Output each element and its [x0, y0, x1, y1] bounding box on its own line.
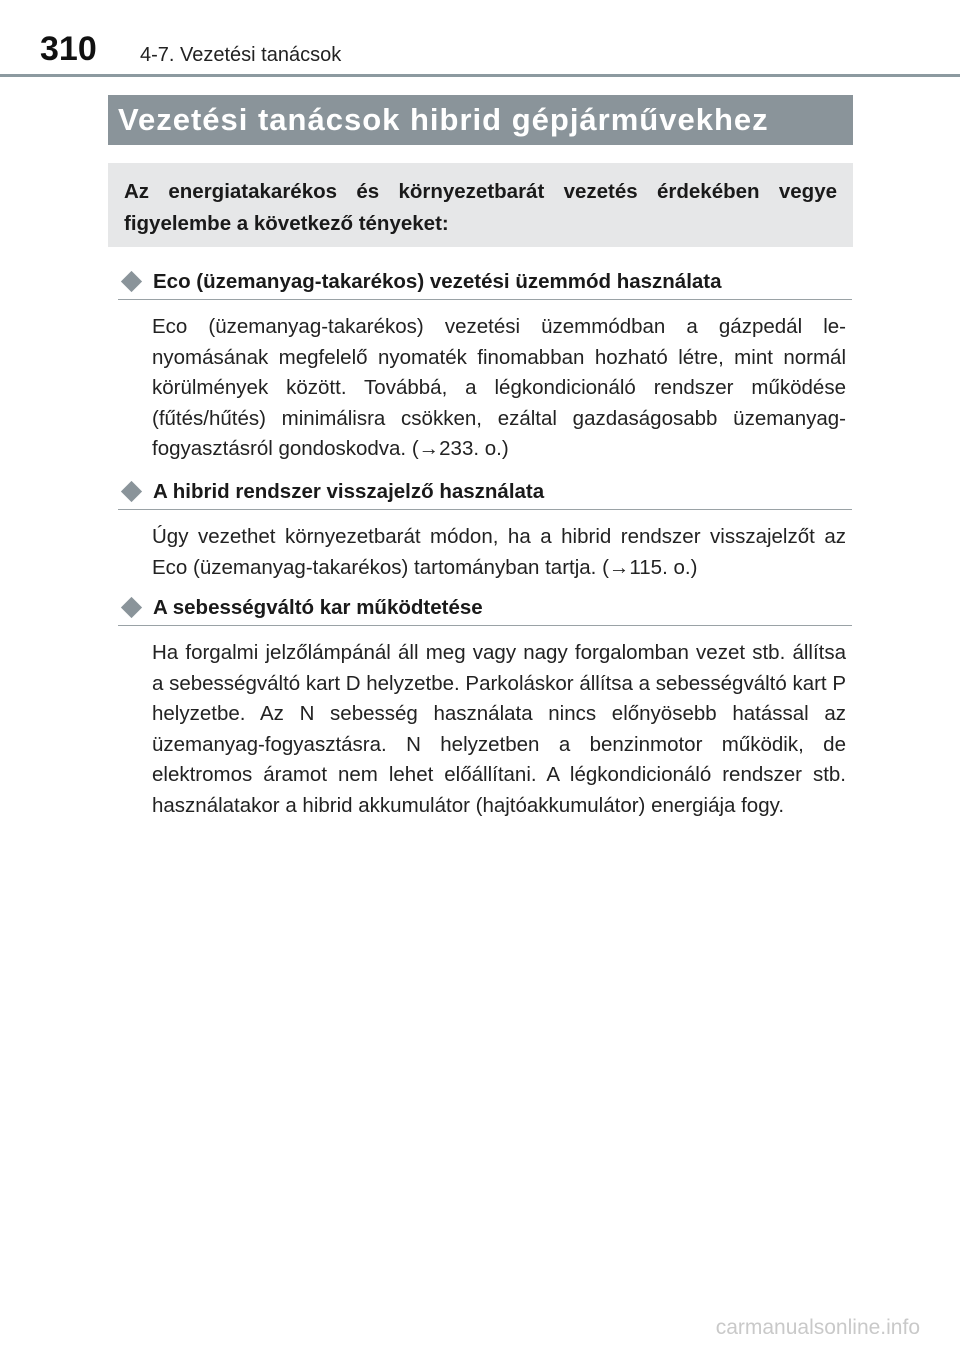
- section-paragraph: Úgy vezethet környezetbarát módon, ha a hibrid rendszer visszajelzőt az Eco (üzemanyag-takarékos) tartományban tartja. (→115. o.): [152, 525, 846, 579]
- diamond-bullet-icon: [121, 271, 142, 292]
- section-hybrid-indicator: [118, 474, 852, 583]
- intro-text: Az energiatakarékos és környezetbarát vezetés érdekében vegye figyelembe a következő tényeket:: [124, 180, 837, 235]
- section-heading: [118, 264, 852, 300]
- watermark: carmanualsonline.info: [715, 1316, 920, 1339]
- section-heading-label: A hibrid rendszer visszajelző használata: [153, 479, 545, 503]
- section-paragraph: Ha forgalmi jelzőlámpánál áll meg vagy nagy forgalomban vezet stb. állítsa a sebességváltó kart D helyzetbe. Parkoláskor állítsa a sebességváltó kart P helyzetbe. Az N sebesség használata nincs előnyösebb hatással az üzemanyag-fogyasztásra. N helyzetben a benzinmotor működik, de elektromos áramot nem lehet előállítani. A légkondicionáló rendszer stb. használatakor a hibrid akkumulátor (hajtóakkumulátor) energiája fogy.: [152, 641, 846, 817]
- section-heading-label: Eco (üzemanyag-takarékos) vezetési üzemmód használata: [153, 269, 722, 293]
- section-eco-mode: [118, 264, 852, 465]
- header-divider: [0, 74, 960, 77]
- section-shift-lever: [118, 590, 852, 821]
- section-paragraph: Eco (üzemanyag-takarékos) vezetési üzemmódban a gázpedál lenyomásának megfelelő nyomaték finomabban hozható létre, mint normál körülmények között. Továbbá, a légkondicionáló rendszer működése (fűtés/hűtés) minimálisra csökken, ezáltal gazdaságosabb üzemanyag-fogyasztásról gondoskodva. (→233. o.): [152, 315, 846, 460]
- chapter-title: 4-7. Vezetési tanácsok: [140, 44, 342, 66]
- section-heading: [118, 474, 852, 510]
- section-heading: [118, 590, 852, 626]
- diamond-bullet-icon: [121, 481, 142, 502]
- section-heading-label: A sebességváltó kar működtetése: [153, 595, 483, 619]
- section-body: [152, 638, 846, 821]
- diamond-bullet-icon: [121, 597, 142, 618]
- intro-box: [108, 163, 853, 247]
- section-title-bar: [108, 95, 853, 145]
- page-title: Vezetési tanácsok hibrid gépjárművekhez: [118, 102, 769, 137]
- page-number: 310: [40, 30, 97, 68]
- section-body: [152, 522, 846, 583]
- section-body: [152, 312, 846, 465]
